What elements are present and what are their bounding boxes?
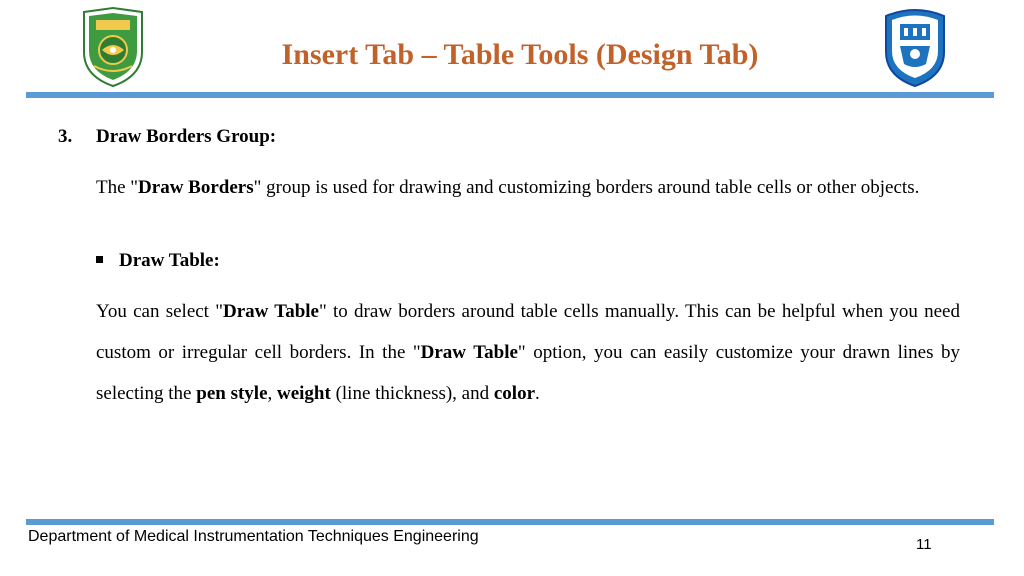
text-run: .: [535, 383, 540, 404]
text-run: " option, you can easily customize your drawn lines by selecting the: [96, 342, 960, 404]
slide-title: Insert Tab – Table Tools (Design Tab): [281, 38, 759, 71]
text-run: " to draw borders around table cells manually. This can be helpful when you need custom or irregular cell borders. In the ": [96, 301, 960, 363]
section-heading-text: Draw Borders Group:: [96, 126, 277, 147]
bullet-draw-table: [96, 250, 220, 272]
bold-run: weight: [277, 383, 331, 404]
bold-run: Draw Borders: [138, 177, 254, 198]
text-run: (line thickness), and: [330, 383, 494, 404]
title-divider: [26, 92, 994, 98]
footer-divider: [26, 519, 994, 525]
bold-run: pen style: [196, 383, 268, 404]
text-run: You can select ": [96, 301, 223, 322]
section-number: 3.: [58, 126, 73, 147]
bold-run: Draw Table: [420, 342, 518, 363]
text-run: ,: [267, 383, 277, 404]
section-heading: [58, 126, 276, 148]
square-bullet-icon: [96, 256, 103, 263]
bullet-label: Draw Table:: [119, 250, 220, 271]
paragraph-draw-table: [96, 291, 960, 414]
bold-run: color: [493, 383, 536, 404]
text-run: " group is used for drawing and customizing borders around table cells or other objects.: [253, 177, 920, 198]
footer-department: Department of Medical Instrumentation Techniques Engineering: [28, 528, 479, 545]
page-number: 11: [916, 536, 932, 553]
bold-run: Draw Table: [222, 301, 319, 322]
text-run: The ": [96, 177, 139, 198]
paragraph-draw-borders: [96, 167, 960, 208]
